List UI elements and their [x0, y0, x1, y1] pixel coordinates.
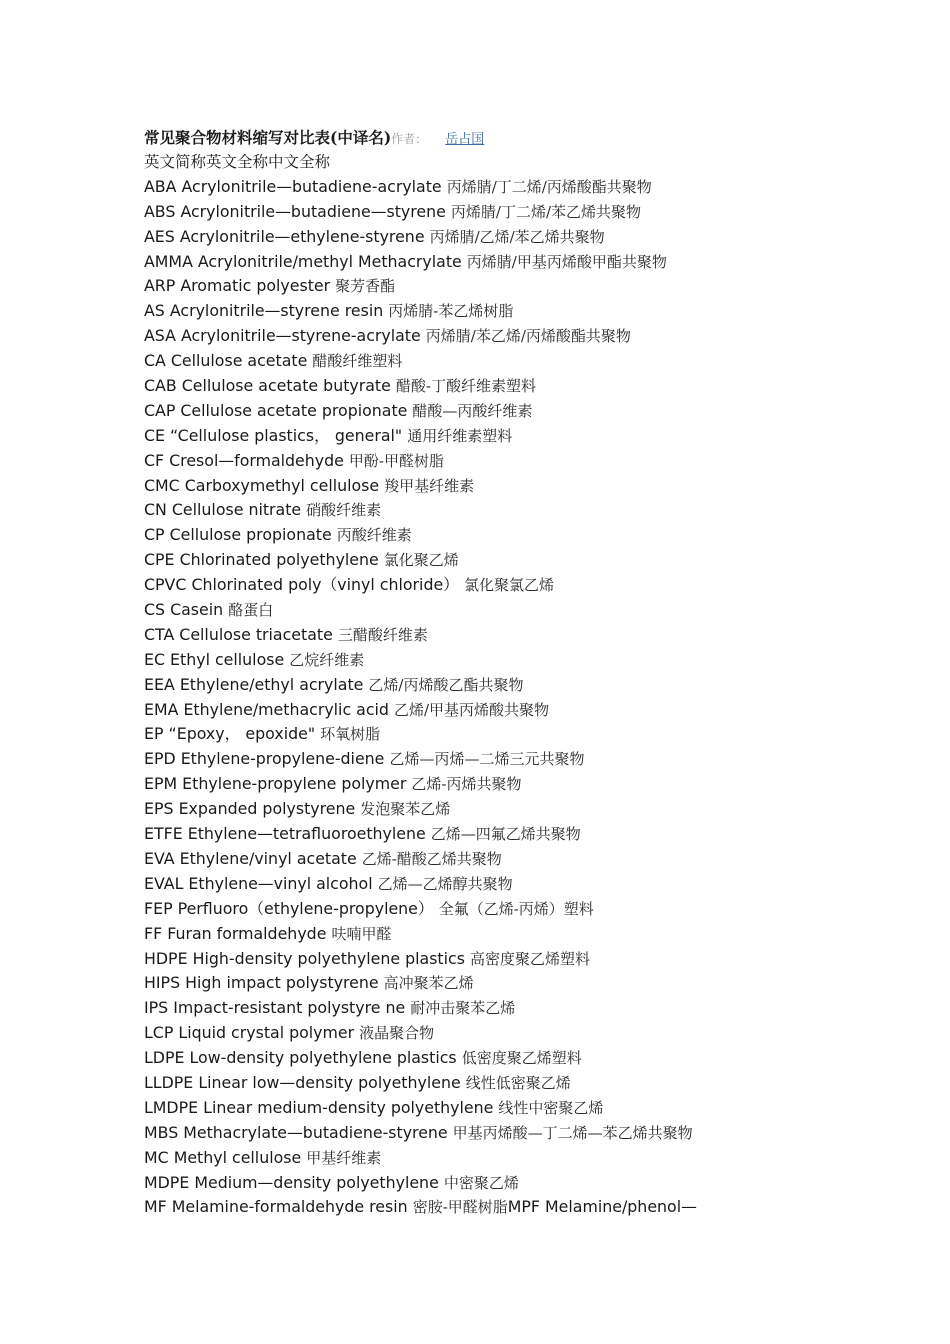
list-item	[144, 1121, 864, 1146]
abbreviation: ABA	[144, 176, 177, 196]
english-full-name: High impact polystyrene	[185, 973, 379, 993]
chinese-name: 液晶聚合物	[359, 1024, 435, 1043]
list-item	[144, 947, 864, 972]
chinese-name: 丙酸纤维素	[336, 526, 412, 545]
list-item	[144, 299, 864, 324]
list-item	[144, 1071, 864, 1096]
chinese-name: 丙烯腈/乙烯/苯乙烯共聚物	[429, 227, 605, 246]
chinese-name: 线性中密聚乙烯	[498, 1098, 604, 1117]
english-full-name: Perfluoro（ethylene-propylene）	[177, 898, 434, 918]
chinese-name: 乙烯—乙烯醇共聚物	[377, 874, 513, 893]
abbreviation: EPS	[144, 799, 174, 819]
chinese-name: 醋酸—丙酸纤维素	[412, 401, 533, 420]
english-full-name: Carboxymethyl cellulose	[184, 475, 380, 495]
chinese-name: 呋喃甲醛	[331, 924, 392, 943]
list-item	[144, 797, 864, 822]
abbreviation: LCP	[144, 1023, 174, 1043]
abbreviation: EC	[144, 649, 166, 669]
abbreviation: CPE	[144, 550, 175, 570]
list-item	[144, 971, 864, 996]
list-item	[144, 523, 864, 548]
list-item	[144, 225, 864, 250]
abbreviation: CP	[144, 525, 165, 545]
list-item	[144, 872, 864, 897]
title-line	[144, 126, 864, 150]
english-full-name: Cresol—formaldehyde	[169, 450, 344, 470]
list-item	[144, 1195, 864, 1220]
abbreviation: CPVC	[144, 575, 187, 595]
chinese-name: 环氧树脂	[320, 725, 381, 744]
abbreviation: AMMA	[144, 251, 193, 271]
english-full-name: Casein	[170, 600, 224, 620]
list-item	[144, 1171, 864, 1196]
chinese-name: 发泡聚苯乙烯	[360, 800, 451, 819]
english-full-name: Acrylonitrile—ethylene-styrene	[179, 226, 425, 246]
abbreviation: CF	[144, 450, 165, 470]
abbreviation: MF	[144, 1197, 167, 1217]
list-item	[144, 449, 864, 474]
list-item	[144, 747, 864, 772]
list-item	[144, 623, 864, 648]
list-item	[144, 847, 864, 872]
english-full-name: Ethylene/methacrylic acid	[183, 699, 389, 719]
english-full-name: Melamine-formaldehyde resin	[171, 1197, 408, 1217]
chinese-name: 醋酸-丁酸纤维素塑料	[395, 377, 536, 396]
list-item	[144, 474, 864, 499]
english-full-name: Ethylene-propylene-diene	[180, 749, 385, 769]
abbreviation: ARP	[144, 276, 176, 296]
chinese-name: 丙烯腈/苯乙烯/丙烯酸酯共聚物	[425, 327, 631, 346]
document-title: 常见聚合物材料缩写对比表(中译名)	[144, 128, 392, 147]
list-item	[144, 722, 864, 747]
abbreviation: CAB	[144, 376, 177, 396]
english-full-name: Chlorinated poly（vinyl chloride）	[191, 575, 459, 595]
chinese-name: 丙烯腈/甲基丙烯酸甲酯共聚物	[466, 252, 667, 271]
english-full-name: Ethylene—tetrafluoroethylene	[187, 824, 426, 844]
chinese-name: 醋酸纤维塑料	[312, 352, 403, 371]
english-full-name: Aromatic polyester	[180, 276, 331, 296]
english-full-name: Ethylene—vinyl alcohol	[188, 873, 373, 893]
list-item	[144, 175, 864, 200]
author-link[interactable]: 岳占国	[445, 132, 485, 147]
chinese-name: 耐冲击聚苯乙烯	[410, 999, 516, 1018]
abbreviation: LDPE	[144, 1048, 185, 1068]
list-item	[144, 498, 864, 523]
chinese-name: 丙烯腈-苯乙烯树脂	[388, 302, 514, 321]
abbreviation: AS	[144, 301, 165, 321]
english-full-name: Acrylonitrile—butadiene—styrene	[180, 201, 446, 221]
english-full-name: Cellulose propionate	[169, 525, 332, 545]
continuation-text: MPF Melamine/phenol—	[507, 1197, 697, 1217]
english-full-name: “Epoxy， epoxide"	[168, 724, 316, 744]
abbreviation: HIPS	[144, 973, 181, 993]
abbreviation: ASA	[144, 326, 176, 346]
english-full-name: Acrylonitrile/methyl Methacrylate	[197, 251, 462, 271]
chinese-name: 乙烯/甲基丙烯酸共聚物	[393, 700, 550, 719]
abbreviation: FEP	[144, 898, 173, 918]
chinese-name: 乙烯—丙烯—二烯三元共聚物	[389, 750, 585, 769]
list-item	[144, 374, 864, 399]
chinese-name: 高冲聚苯乙烯	[383, 974, 474, 993]
list-item	[144, 1021, 864, 1046]
abbreviation: IPS	[144, 998, 169, 1018]
abbreviation: ETFE	[144, 824, 183, 844]
english-full-name: Ethyl cellulose	[170, 649, 285, 669]
chinese-name: 低密度聚乙烯塑料	[461, 1049, 582, 1068]
english-full-name: Expanded polystyrene	[178, 799, 356, 819]
chinese-name: 乙烯-醋酸乙烯共聚物	[361, 849, 502, 868]
abbreviation: CA	[144, 351, 166, 371]
english-full-name: Liquid crystal polymer	[178, 1023, 355, 1043]
chinese-name: 全氟（乙烯-丙烯）塑料	[438, 899, 594, 918]
abbreviation: EVAL	[144, 873, 184, 893]
abbreviation: MBS	[144, 1122, 179, 1142]
chinese-name: 羧甲基纤维素	[384, 476, 475, 495]
chinese-name: 密胺-甲醛树脂	[412, 1198, 508, 1217]
document-body	[144, 126, 864, 1220]
english-full-name: Ethylene/vinyl acetate	[179, 848, 357, 868]
list-item	[144, 822, 864, 847]
english-full-name: Impact-resistant polystyre ne	[173, 998, 406, 1018]
abbreviation: ABS	[144, 201, 176, 221]
english-full-name: Cellulose nitrate	[171, 500, 302, 520]
chinese-name: 甲酚-甲醛树脂	[348, 451, 444, 470]
abbreviation: EEA	[144, 674, 175, 694]
abbreviation: FF	[144, 923, 163, 943]
chinese-name: 乙烯/丙烯酸乙酯共聚物	[368, 675, 524, 694]
list-item	[144, 598, 864, 623]
chinese-name: 丙烯腈/丁二烯/丙烯酸酯共聚物	[446, 177, 652, 196]
english-full-name: Ethylene/ethyl acrylate	[179, 674, 364, 694]
list-item	[144, 922, 864, 947]
abbreviation: EP	[144, 724, 164, 744]
list-item	[144, 648, 864, 673]
abbreviation: CAP	[144, 400, 176, 420]
list-item	[144, 573, 864, 598]
chinese-name: 丙烯腈/丁二烯/苯乙烯共聚物	[450, 202, 642, 221]
list-item	[144, 1046, 864, 1071]
chinese-name: 乙烯-丙烯共聚物	[411, 775, 522, 794]
english-full-name: Low-density polyethylene plastics	[189, 1048, 457, 1068]
english-full-name: Furan formaldehyde	[167, 923, 327, 943]
abbreviation: MC	[144, 1147, 169, 1167]
abbreviation-list	[144, 175, 864, 1220]
chinese-name: 中密聚乙烯	[443, 1173, 519, 1192]
chinese-name: 酪蛋白	[228, 601, 274, 620]
chinese-name: 高密度聚乙烯塑料	[469, 949, 590, 968]
english-full-name: Medium—density polyethylene	[194, 1172, 439, 1192]
list-item	[144, 548, 864, 573]
abbreviation: HDPE	[144, 948, 188, 968]
chinese-name: 线性低密聚乙烯	[465, 1073, 571, 1092]
chinese-name: 乙烷纤维素	[289, 650, 365, 669]
abbreviation: EMA	[144, 699, 179, 719]
chinese-name: 甲基丙烯酸—丁二烯—苯乙烯共聚物	[452, 1123, 693, 1142]
author-label: 作者：	[391, 132, 428, 146]
abbreviation: LLDPE	[144, 1072, 194, 1092]
chinese-name: 三醋酸纤维素	[337, 625, 428, 644]
english-full-name: Ethylene-propylene polymer	[182, 774, 407, 794]
chinese-name: 硝酸纤维素	[306, 501, 382, 520]
list-item	[144, 1146, 864, 1171]
english-full-name: Linear low—density polyethylene	[198, 1072, 461, 1092]
list-item	[144, 274, 864, 299]
table-header: 英文简称英文全称中文全称	[144, 153, 331, 171]
abbreviation: CMC	[144, 475, 180, 495]
list-item	[144, 424, 864, 449]
chinese-name: 氯化聚乙烯	[383, 551, 459, 570]
list-item	[144, 996, 864, 1021]
chinese-name: 氯化聚氯乙烯	[464, 576, 555, 595]
list-item	[144, 897, 864, 922]
list-item	[144, 1096, 864, 1121]
chinese-name: 聚芳香酯	[335, 277, 396, 296]
abbreviation: LMDPE	[144, 1097, 199, 1117]
list-item	[144, 673, 864, 698]
english-full-name: Methyl cellulose	[173, 1147, 302, 1167]
chinese-name: 甲基纤维素	[306, 1148, 382, 1167]
abbreviation: CN	[144, 500, 167, 520]
abbreviation: CS	[144, 600, 166, 620]
list-item	[144, 250, 864, 275]
english-full-name: Methacrylate—butadiene-styrene	[183, 1122, 448, 1142]
english-full-name: Cellulose acetate propionate	[180, 400, 408, 420]
english-full-name: Cellulose triacetate	[179, 624, 333, 644]
list-item	[144, 698, 864, 723]
english-full-name: Chlorinated polyethylene	[179, 550, 379, 570]
list-item	[144, 349, 864, 374]
abbreviation: AES	[144, 226, 175, 246]
list-item	[144, 324, 864, 349]
chinese-name: 通用纤维素塑料	[407, 426, 513, 445]
abbreviation: EVA	[144, 848, 175, 868]
list-item	[144, 772, 864, 797]
english-full-name: Acrylonitrile—styrene-acrylate	[180, 326, 421, 346]
abbreviation: CTA	[144, 624, 175, 644]
abbreviation: EPM	[144, 774, 178, 794]
english-full-name: Acrylonitrile—butadiene-acrylate	[181, 176, 442, 196]
chinese-name: 乙烯—四氟乙烯共聚物	[430, 825, 581, 844]
list-item	[144, 200, 864, 225]
english-full-name: Cellulose acetate	[170, 351, 308, 371]
abbreviation: CE	[144, 425, 166, 445]
english-full-name: “Cellulose plastics， general"	[170, 425, 403, 445]
list-item	[144, 399, 864, 424]
english-full-name: Cellulose acetate butyrate	[181, 376, 391, 396]
abbreviation: EPD	[144, 749, 176, 769]
english-full-name: Acrylonitrile—styrene resin	[169, 301, 384, 321]
english-full-name: Linear medium-density polyethylene	[203, 1097, 494, 1117]
english-full-name: High-density polyethylene plastics	[192, 948, 465, 968]
abbreviation: MDPE	[144, 1172, 190, 1192]
